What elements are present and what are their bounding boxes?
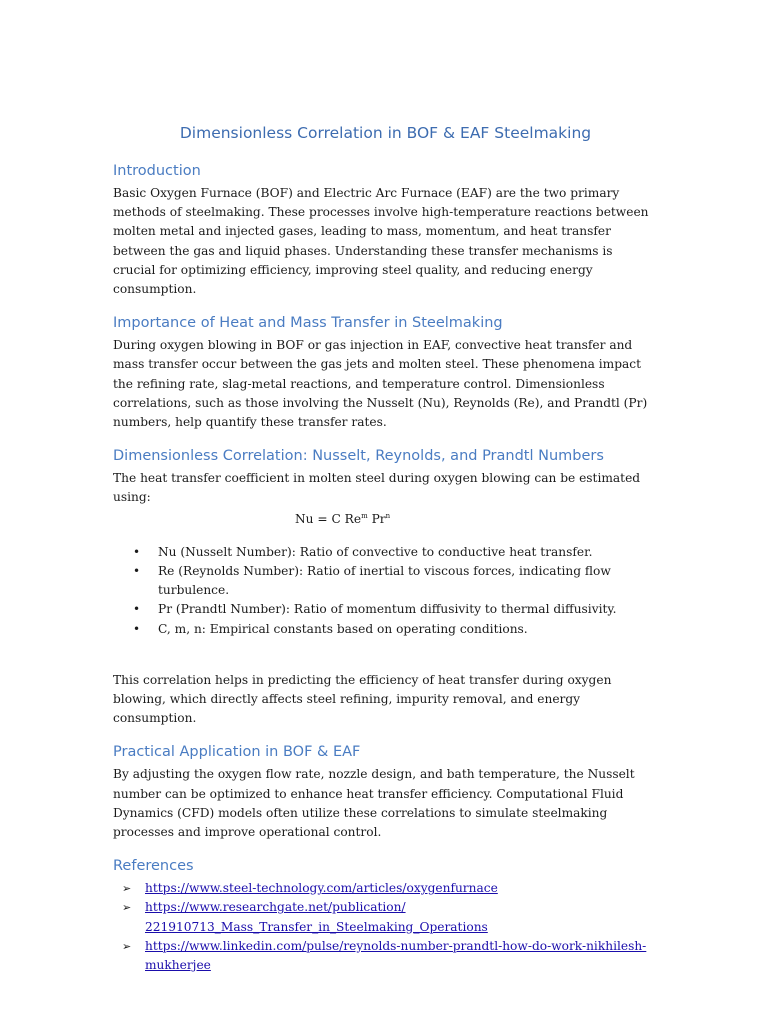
- list-item: [113, 600, 658, 619]
- correlation-closing: This correlation helps in predicting the efficiency of heat transfer during oxygen blowing, which directly affects steel refining, impurity removal, and energy consumption.: [113, 672, 612, 726]
- list-item: [113, 562, 658, 600]
- list-item: [113, 879, 658, 898]
- arrow-bullet-icon: ➢: [122, 901, 132, 915]
- nusselt-formula: [295, 508, 658, 543]
- reference-link-steel-technology[interactable]: https://www.steel-technology.com/articles/oxygenfurnace: [145, 881, 498, 896]
- formula-lhs: Nu = C Re: [295, 511, 362, 526]
- intro-heading: Introduction: [113, 163, 201, 179]
- references-heading: References: [113, 858, 194, 875]
- bullet-icon: •: [133, 602, 141, 617]
- arrow-bullet-icon: ➢: [122, 882, 132, 896]
- formula-exponent-n: n: [385, 511, 391, 520]
- reference-link-linkedin[interactable]: https://www.linkedin.com/pulse/reynolds-number-prandtl-how-do-work-nikhilesh-mukherjee: [145, 938, 647, 972]
- bullet-icon: •: [133, 544, 141, 559]
- list-item: [113, 937, 658, 975]
- reference-link-researchgate[interactable]: https://www.researchgate.net/publication/ 221910713_Mass_Transfer_in_Steelmaking_Operations: [145, 900, 488, 934]
- list-item: [113, 620, 658, 639]
- bullet-icon: •: [133, 563, 141, 578]
- intro-paragraph: Basic Oxygen Furnace (BOF) and Electric Arc Furnace (EAF) are the two primary methods of steelmaking. These processes involve high-temperature reactions between molten metal and injected gases, leading to mass, momentum, and heat transfer between the gas and liquid phases. Understanding these transfer mechanisms is crucial for optimizing efficiency, improving steel quality, and reducing energy consumption.: [113, 186, 649, 297]
- list-item: [113, 543, 658, 562]
- correlation-heading: Dimensionless Correlation: Nusselt, Reynolds, and Prandtl Numbers: [113, 448, 604, 465]
- list-item-text: Pr (Prandtl Number): Ratio of momentum diffusivity to thermal diffusivity.: [158, 602, 617, 617]
- definition-list: [113, 543, 658, 639]
- formula-exponent-m: m: [361, 511, 368, 520]
- list-item-text: Re (Reynolds Number): Ratio of inertial to viscous forces, indicating flow turbulence.: [158, 563, 611, 598]
- application-paragraph: By adjusting the oxygen flow rate, nozzle design, and bath temperature, the Nusselt number can be optimized to enhance heat transfer efficiency. Computational Fluid Dynamics (CFD) models often utilize these correlations to simulate steelmaking processes and improve operational control.: [113, 767, 635, 839]
- importance-heading: Importance of Heat and Mass Transfer in Steelmaking: [113, 315, 503, 332]
- bullet-icon: •: [133, 621, 141, 636]
- list-item-text: C, m, n: Empirical constants based on operating conditions.: [158, 621, 528, 636]
- formula-mid: Pr: [367, 511, 386, 526]
- list-item: [113, 898, 658, 936]
- importance-paragraph: During oxygen blowing in BOF or gas injection in EAF, convective heat transfer and mass transfer occur between the gas jets and molten steel. These phenomena impact the refining rate, slag-metal reactions, and temperature control. Dimensionless correlations, such as those involving the Nusselt (Nu), Reynolds (Re), and Prandtl (Pr) numbers, help quantify these transfer rates.: [113, 338, 648, 430]
- reference-list: [113, 879, 658, 975]
- arrow-bullet-icon: ➢: [122, 939, 132, 953]
- application-heading: Practical Application in BOF & EAF: [113, 744, 361, 761]
- correlation-intro: The heat transfer coefficient in molten steel during oxygen blowing can be estimated using:: [113, 471, 641, 505]
- document-page: [113, 124, 658, 975]
- list-item-text: Nu (Nusselt Number): Ratio of convective to conductive heat transfer.: [158, 544, 593, 559]
- document-title: Dimensionless Correlation in BOF & EAF Steelmaking: [179, 124, 592, 142]
